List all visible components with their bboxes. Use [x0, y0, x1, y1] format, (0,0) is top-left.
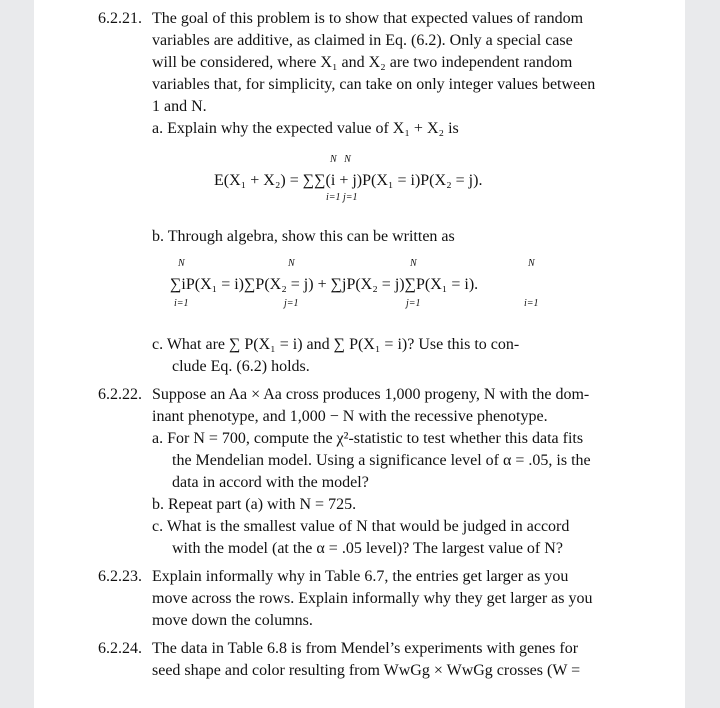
- problem-6-2-21-line-3: will be considered, where X₁ and X₂ are two independent random: [152, 54, 573, 71]
- equation-a: E(X₁ + X₂) = ∑∑(i + j)P(X₁ = i)P(X₂ = j).: [214, 172, 483, 189]
- problem-6-2-23-line-1: Explain informally why in Table 6.7, the entries get larger as you: [152, 568, 569, 585]
- problem-6-2-22-line-1: Suppose an Aa × Aa cross produces 1,000 progeny, N with the dom-: [152, 386, 590, 403]
- problem-6-2-23-line-2: move across the rows. Explain informally why they get larger as you: [152, 590, 593, 607]
- problem-6-2-22-part-a: a. For N = 700, compute the χ²-statistic to test whether this data fits: [152, 430, 584, 447]
- problem-6-2-22-line-2: inant phenotype, and 1,000 − N with the recessive phenotype.: [152, 408, 548, 425]
- sum-upper-limit: N: [288, 258, 295, 269]
- problem-6-2-24-line-1: The data in Table 6.8 is from Mendel’s experiments with genes for: [152, 640, 579, 657]
- sum-lower-limit: i=1: [524, 298, 539, 309]
- problem-6-2-22-part-c-cont: with the model (at the α = .05 level)? The largest value of N?: [172, 540, 563, 557]
- problem-6-2-21-part-a: a. Explain why the expected value of X₁ + X₂ is: [152, 120, 459, 137]
- sum-upper-limit: N N: [330, 154, 351, 165]
- problem-number-6-2-21: 6.2.21.: [98, 10, 142, 27]
- problem-6-2-23-line-3: move down the columns.: [152, 612, 313, 629]
- textbook-page: [34, 0, 685, 708]
- problem-6-2-21-part-b: b. Through algebra, show this can be written as: [152, 228, 455, 245]
- sum-upper-limit: N: [178, 258, 185, 269]
- problem-6-2-22-part-a-cont: the Mendelian model. Using a significance level of α = .05, is the: [172, 452, 591, 469]
- problem-6-2-21-line-1: The goal of this problem is to show that expected values of random: [152, 10, 584, 27]
- problem-6-2-22-part-c: c. What is the smallest value of N that would be judged in accord: [152, 518, 570, 535]
- sum-lower-limit: i=1: [174, 298, 189, 309]
- sum-lower-limit: j=1: [284, 298, 299, 309]
- sum-upper-limit: N: [528, 258, 535, 269]
- problem-6-2-21-line-2: variables are additive, as claimed in Eq. (6.2). Only a special case: [152, 32, 573, 49]
- problem-6-2-22-part-a-cont: data in accord with the model?: [172, 474, 369, 491]
- problem-number-6-2-22: 6.2.22.: [98, 386, 142, 403]
- sum-upper-limit: N: [410, 258, 417, 269]
- problem-6-2-21-part-c-cont: clude Eq. (6.2) holds.: [172, 358, 310, 375]
- equation-b: ∑iP(X₁ = i)∑P(X₂ = j) + ∑jP(X₂ = j)∑P(X₁ = i).: [170, 276, 479, 293]
- problem-6-2-21-line-5: 1 and N.: [152, 98, 207, 115]
- sum-lower-limit: j=1: [406, 298, 421, 309]
- problem-6-2-24-line-2: seed shape and color resulting from WwGg × WwGg crosses (W =: [152, 662, 581, 679]
- problem-number-6-2-24: 6.2.24.: [98, 640, 142, 657]
- problem-6-2-22-part-b: b. Repeat part (a) with N = 725.: [152, 496, 357, 513]
- problem-number-6-2-23: 6.2.23.: [98, 568, 142, 585]
- problem-6-2-21-line-4: variables that, for simplicity, can take on only integer values between: [152, 76, 596, 93]
- sum-lower-limit: i=1 j=1: [326, 192, 358, 203]
- problem-6-2-21-part-c: c. What are ∑ P(X₁ = i) and ∑ P(X₁ = i)? Use this to con-: [152, 336, 520, 353]
